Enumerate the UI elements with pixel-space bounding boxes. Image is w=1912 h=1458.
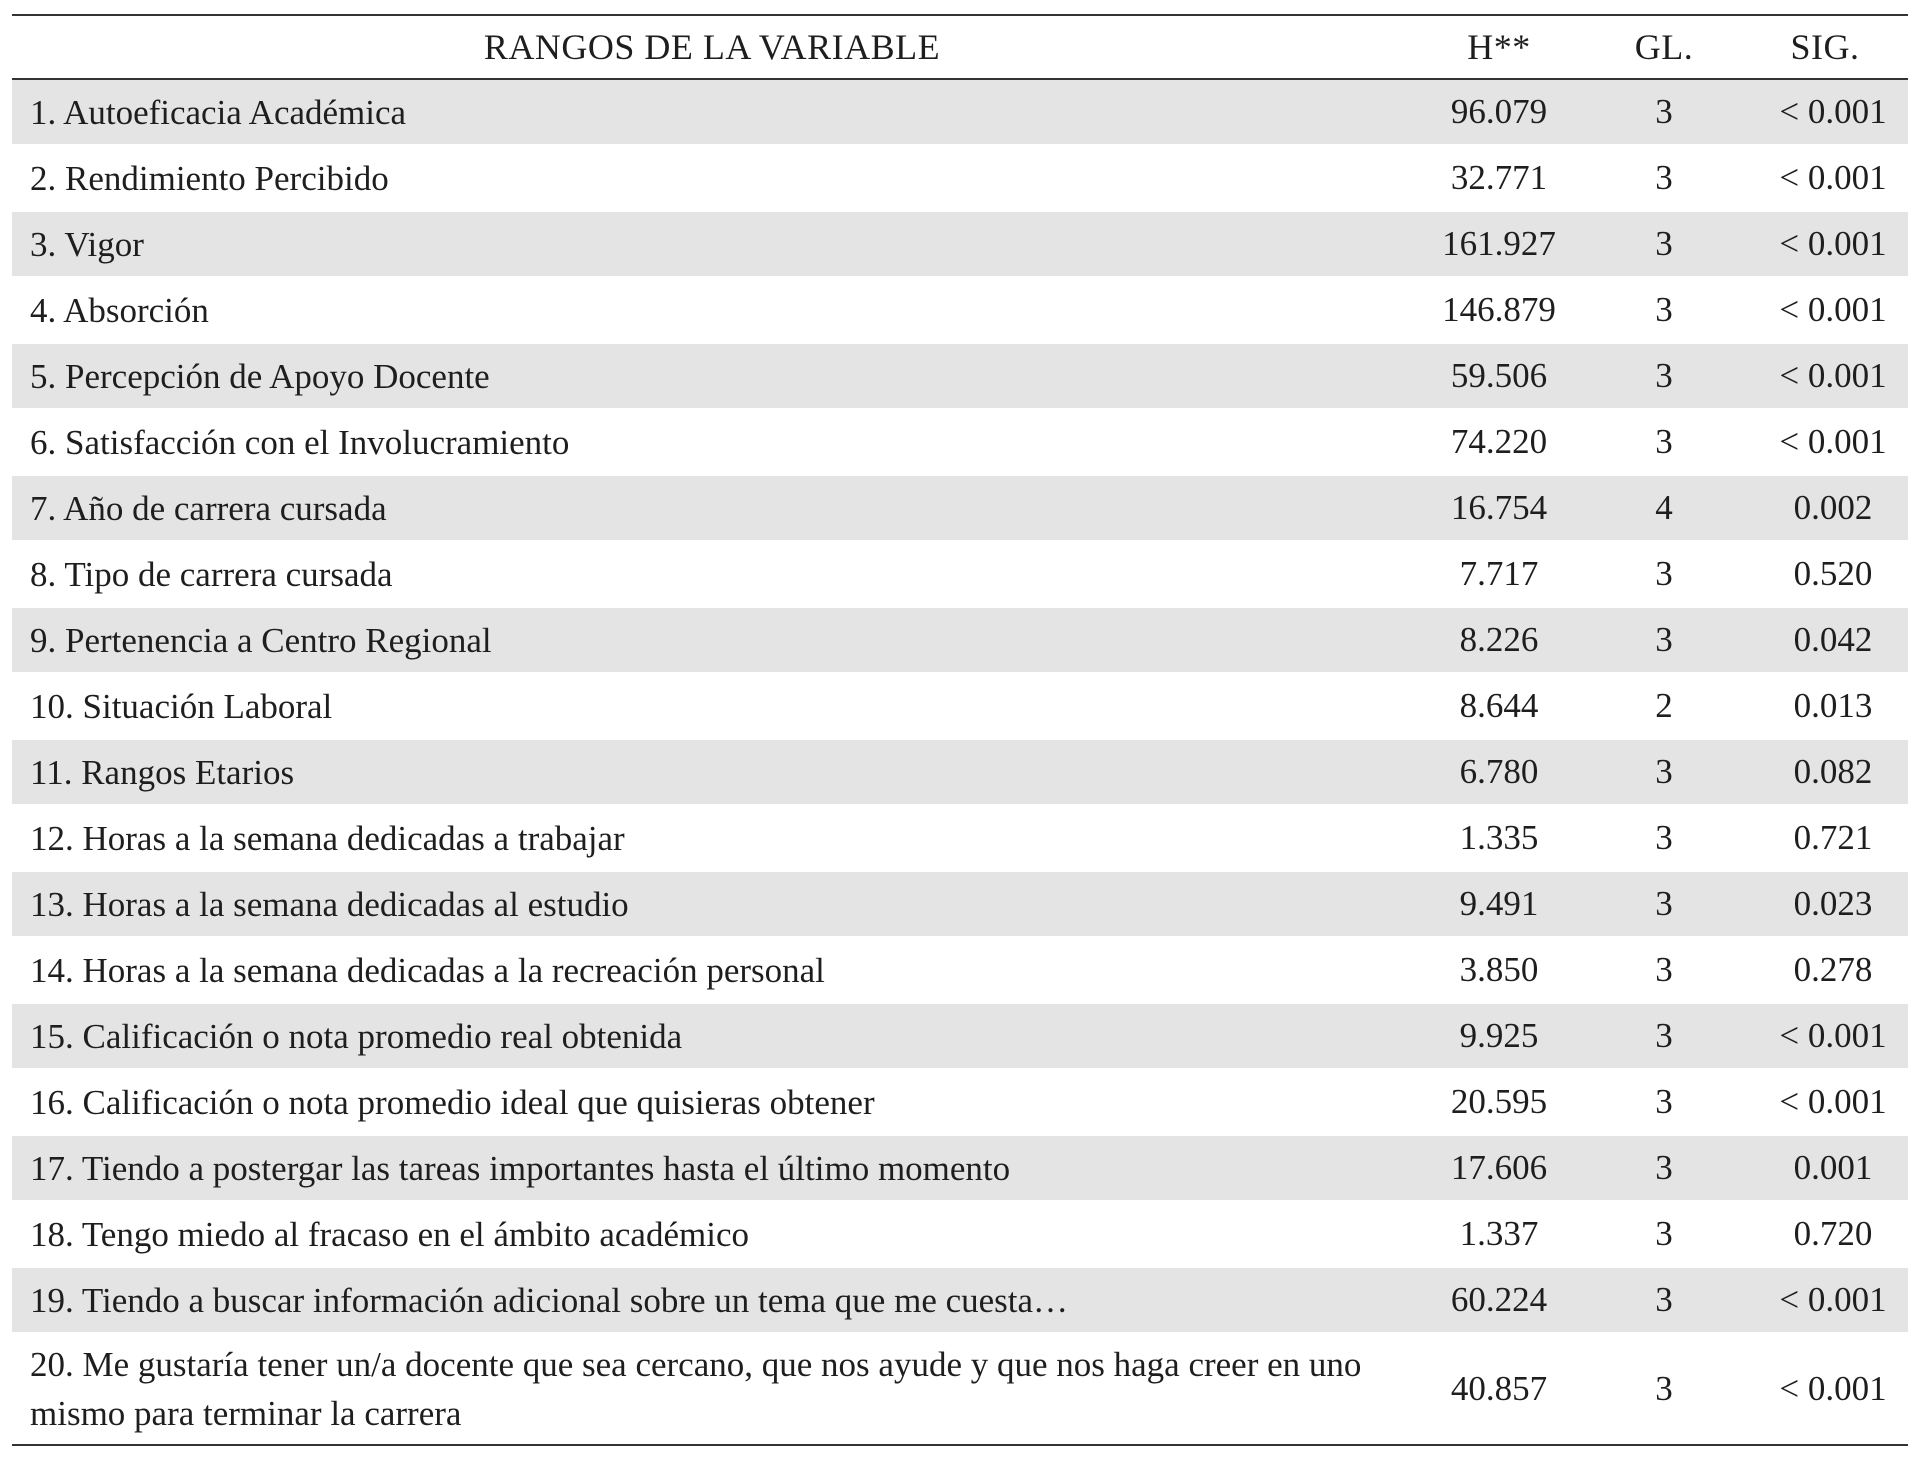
header-gl: GL. [1586,15,1742,79]
cell-variable: 6. Satisfacción con el Involucramiento [12,409,1412,475]
table-row [12,343,1908,409]
cell-gl: 3 [1586,1333,1742,1445]
cell-sig: < 0.001 [1742,1003,1908,1069]
cell-gl: 3 [1586,541,1742,607]
cell-variable: 19. Tiendo a buscar información adicional sobre un tema que me cuesta… [12,1267,1412,1333]
cell-variable: 18. Tengo miedo al fracaso en el ámbito académico [12,1201,1412,1267]
cell-sig: 0.278 [1742,937,1908,1003]
cell-h: 7.717 [1412,541,1586,607]
cell-gl: 4 [1586,475,1742,541]
cell-gl: 3 [1586,79,1742,145]
header-h: H** [1412,15,1586,79]
cell-sig: 0.042 [1742,607,1908,673]
table-row [12,1135,1908,1201]
cell-h: 3.850 [1412,937,1586,1003]
cell-sig: 0.721 [1742,805,1908,871]
cell-variable: 11. Rangos Etarios [12,739,1412,805]
cell-variable: 16. Calificación o nota promedio ideal que quisieras obtener [12,1069,1412,1135]
cell-h: 60.224 [1412,1267,1586,1333]
cell-gl: 3 [1586,937,1742,1003]
header-row [12,15,1908,79]
cell-sig: < 0.001 [1742,145,1908,211]
cell-h: 9.925 [1412,1003,1586,1069]
table-row [12,1003,1908,1069]
cell-gl: 3 [1586,1201,1742,1267]
cell-gl: 3 [1586,343,1742,409]
cell-sig: < 0.001 [1742,1333,1908,1445]
cell-sig: < 0.001 [1742,1267,1908,1333]
cell-h: 9.491 [1412,871,1586,937]
cell-gl: 3 [1586,1003,1742,1069]
cell-h: 59.506 [1412,343,1586,409]
cell-variable: 20. Me gustaría tener un/a docente que sea cercano, que nos ayude y que nos haga creer en uno mismo para terminar la carrera [12,1333,1412,1445]
cell-gl: 3 [1586,871,1742,937]
cell-sig: 0.720 [1742,1201,1908,1267]
cell-sig: < 0.001 [1742,211,1908,277]
cell-variable: 3. Vigor [12,211,1412,277]
cell-h: 1.337 [1412,1201,1586,1267]
cell-h: 16.754 [1412,475,1586,541]
cell-h: 40.857 [1412,1333,1586,1445]
cell-sig: 0.082 [1742,739,1908,805]
table-row [12,277,1908,343]
cell-gl: 3 [1586,211,1742,277]
cell-variable: 5. Percepción de Apoyo Docente [12,343,1412,409]
results-table [12,14,1908,1446]
cell-variable: 13. Horas a la semana dedicadas al estudio [12,871,1412,937]
cell-sig: < 0.001 [1742,1069,1908,1135]
cell-sig: < 0.001 [1742,343,1908,409]
cell-h: 96.079 [1412,79,1586,145]
table-row [12,211,1908,277]
table-row [12,673,1908,739]
table-row [12,1201,1908,1267]
table-row [12,1069,1908,1135]
cell-variable: 4. Absorción [12,277,1412,343]
cell-variable: 9. Pertenencia a Centro Regional [12,607,1412,673]
table-row [12,871,1908,937]
cell-h: 8.226 [1412,607,1586,673]
cell-h: 1.335 [1412,805,1586,871]
cell-variable: 10. Situación Laboral [12,673,1412,739]
table-row [12,541,1908,607]
cell-variable: 7. Año de carrera cursada [12,475,1412,541]
cell-h: 20.595 [1412,1069,1586,1135]
cell-variable: 14. Horas a la semana dedicadas a la recreación personal [12,937,1412,1003]
cell-gl: 3 [1586,145,1742,211]
header-sig: SIG. [1742,15,1908,79]
table-header [12,15,1908,79]
cell-variable: 17. Tiendo a postergar las tareas importantes hasta el último momento [12,1135,1412,1201]
cell-sig: 0.520 [1742,541,1908,607]
cell-sig: < 0.001 [1742,409,1908,475]
cell-variable: 2. Rendimiento Percibido [12,145,1412,211]
table-row [12,409,1908,475]
cell-gl: 3 [1586,1069,1742,1135]
cell-variable: 15. Calificación o nota promedio real obtenida [12,1003,1412,1069]
cell-h: 74.220 [1412,409,1586,475]
cell-variable: 8. Tipo de carrera cursada [12,541,1412,607]
table-row [12,937,1908,1003]
table-row [12,475,1908,541]
cell-h: 8.644 [1412,673,1586,739]
table-row [12,1267,1908,1333]
cell-h: 6.780 [1412,739,1586,805]
results-table-container [12,14,1908,1446]
cell-sig: 0.023 [1742,871,1908,937]
cell-sig: 0.002 [1742,475,1908,541]
cell-gl: 3 [1586,739,1742,805]
table-body [12,79,1908,1445]
table-row [12,607,1908,673]
table-row [12,805,1908,871]
cell-h: 17.606 [1412,1135,1586,1201]
cell-gl: 2 [1586,673,1742,739]
table-row [12,1333,1908,1445]
cell-sig: 0.001 [1742,1135,1908,1201]
cell-sig: 0.013 [1742,673,1908,739]
cell-h: 32.771 [1412,145,1586,211]
cell-sig: < 0.001 [1742,79,1908,145]
header-variable: RANGOS DE LA VARIABLE [12,15,1412,79]
table-row [12,145,1908,211]
cell-sig: < 0.001 [1742,277,1908,343]
table-row [12,739,1908,805]
cell-h: 161.927 [1412,211,1586,277]
table-row [12,79,1908,145]
cell-variable: 1. Autoeficacia Académica [12,79,1412,145]
cell-variable: 12. Horas a la semana dedicadas a trabajar [12,805,1412,871]
cell-gl: 3 [1586,805,1742,871]
cell-gl: 3 [1586,607,1742,673]
cell-gl: 3 [1586,277,1742,343]
cell-gl: 3 [1586,1267,1742,1333]
cell-h: 146.879 [1412,277,1586,343]
cell-gl: 3 [1586,409,1742,475]
cell-gl: 3 [1586,1135,1742,1201]
